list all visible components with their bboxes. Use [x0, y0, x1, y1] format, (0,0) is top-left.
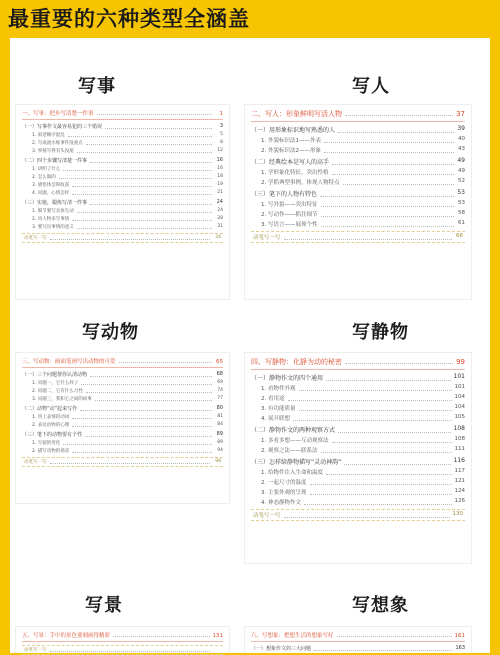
toc-item: 1. 讲明了什么 16 — [32, 166, 223, 172]
group-heading: （一）静物作文的四个通用 101 — [251, 373, 465, 382]
toc-item: 3. 事情写得有头没尾 12 — [32, 148, 223, 154]
chapter-heading: 三、写动物：画面笔画写出动物的可爱 65 — [22, 357, 223, 368]
chapter-heading: 五、写景：手中的景色要刻画得精彩 131 — [22, 631, 223, 642]
group-heading: （二）四个步骤写清楚一件事 16 — [22, 157, 223, 164]
section-title-write-still-life: 写静物 — [352, 322, 409, 343]
chapter-heading: 四、写静物：化静为动的秘密 99 — [251, 357, 465, 370]
toc-item: 3. 要写出事情的意义 31 — [32, 224, 223, 230]
group-heading: （一）想象作文的三大问题 163 — [251, 645, 465, 652]
chapter-heading: 六、写想象：把想生活的想象写好 161 — [251, 631, 465, 642]
toc-item: 1. 用上表情的动词 81 — [32, 414, 223, 420]
toc-item: 3. 写语言——展现个性 61 — [261, 220, 465, 228]
toc-item: 2. 写动作——抓住细节 58 — [261, 210, 465, 218]
toc-item: 1. 看物件外观 101 — [261, 384, 465, 392]
toc-item: 2. 表达动物的心理 84 — [32, 422, 223, 428]
toc-item: 1. 给物件注入生命和温度 117 — [261, 468, 465, 476]
toc-item: 2. 问题二，它有什么习性 74 — [32, 388, 223, 394]
practice-row: 动笔写一写 130 — [253, 511, 463, 519]
toc-item: 1. 写貌的变化 89 — [32, 440, 223, 446]
group-heading: （三）笔下的动物要有个性 89 — [22, 431, 223, 438]
toc-item: 4. 神态静物作文 126 — [261, 498, 465, 506]
toc-item: 1. 叙述顺序混乱 5 — [32, 132, 223, 138]
group-heading: （三）怎样给静物描写“灵动神韵” 116 — [251, 457, 465, 466]
section-title-write-person: 写人 — [352, 76, 390, 97]
toc-item: 3. 有功能质量 104 — [261, 404, 465, 412]
group-heading: （三）实施，锻炼写清一件事 24 — [22, 199, 223, 206]
toc-item: 4. 问题，心情怎样 21 — [32, 190, 223, 196]
section-title-write-event: 写事 — [78, 76, 116, 97]
practice-row: 动笔写一写 — [22, 645, 223, 655]
toc-item: 2. 观察之法——联系法 111 — [261, 446, 465, 454]
toc-item: 2. 学抓典型事例，体现人物特点 52 — [261, 178, 465, 186]
group-heading: （一）写事作文最容易犯的三个错误 3 — [22, 123, 223, 130]
practice-row: 动笔写一写 34 — [24, 235, 221, 241]
toc-item: 2. 怎么做的 18 — [32, 174, 223, 180]
group-heading: （二）经典绘本是写人的高手 49 — [251, 157, 465, 166]
toc-item: 1. 问题一，它什么样子 69 — [32, 380, 223, 386]
toc-item: 1. 学形象化特征，突出性格 49 — [261, 168, 465, 176]
banner-title: 最重要的六种类型全涵盖 — [0, 0, 500, 38]
toc-item: 2. 一起尺寸的温度 121 — [261, 478, 465, 486]
section-title-write-scenery: 写景 — [85, 595, 123, 616]
toc-card-write-animal — [15, 352, 230, 504]
toc-item: 1. 外貌标识法1——外表 40 — [261, 136, 465, 144]
toc-card-write-still-life — [244, 352, 472, 564]
toc-item: 1. 写外貌——突出特征 53 — [261, 200, 465, 208]
group-heading: （一）用形象标识地写熟悉的人 39 — [251, 125, 465, 134]
toc-item: 2. 用人物来写事情 28 — [32, 216, 223, 222]
group-heading: （二）动物“动”起来写作 80 — [22, 405, 223, 412]
toc-item: 2. 外貌标识法2——形象 43 — [261, 146, 465, 154]
toc-item: 3. 问题三，我和它之间的故事 77 — [32, 396, 223, 402]
chapter-heading: 一、写事：把步写清楚一件事 1 — [22, 109, 223, 120]
toc-item: 1. 多看多想——互动观察法 108 — [261, 436, 465, 444]
chapter-heading: 二、写人：形象鲜明写活人物 37 — [251, 109, 465, 122]
group-heading: （三）笔下的人物有特色 53 — [251, 189, 465, 198]
toc-item: 4. 展开联想 105 — [261, 414, 465, 422]
toc-item: 1. 细节要写具体生动 24 — [32, 208, 223, 214]
toc-card-write-person — [244, 104, 472, 300]
section-title-write-animal: 写动物 — [82, 322, 139, 343]
toc-item: 2. 看用途 104 — [261, 394, 465, 402]
toc-item: 3. 感悟体会和收获 19 — [32, 182, 223, 188]
toc-item: 2. 写成流水账事件没重点 8 — [32, 140, 223, 146]
group-heading: （一）三个问题帮你认清动物 68 — [22, 371, 223, 378]
toc-card-write-scenery — [15, 626, 230, 653]
toc-item: 2. 描写动物的场景 94 — [32, 448, 223, 454]
practice-row: 动笔写一写 66 — [253, 233, 463, 241]
toc-card-write-event — [15, 104, 230, 300]
practice-row: 动笔写一写 98 — [24, 459, 221, 465]
group-heading: （二）静物作文的两种观察方式 108 — [251, 425, 465, 434]
toc-item: 3. 主要外观的呈现 124 — [261, 488, 465, 496]
section-title-write-imagination: 写想象 — [352, 595, 409, 616]
toc-card-write-imagination — [244, 626, 472, 653]
